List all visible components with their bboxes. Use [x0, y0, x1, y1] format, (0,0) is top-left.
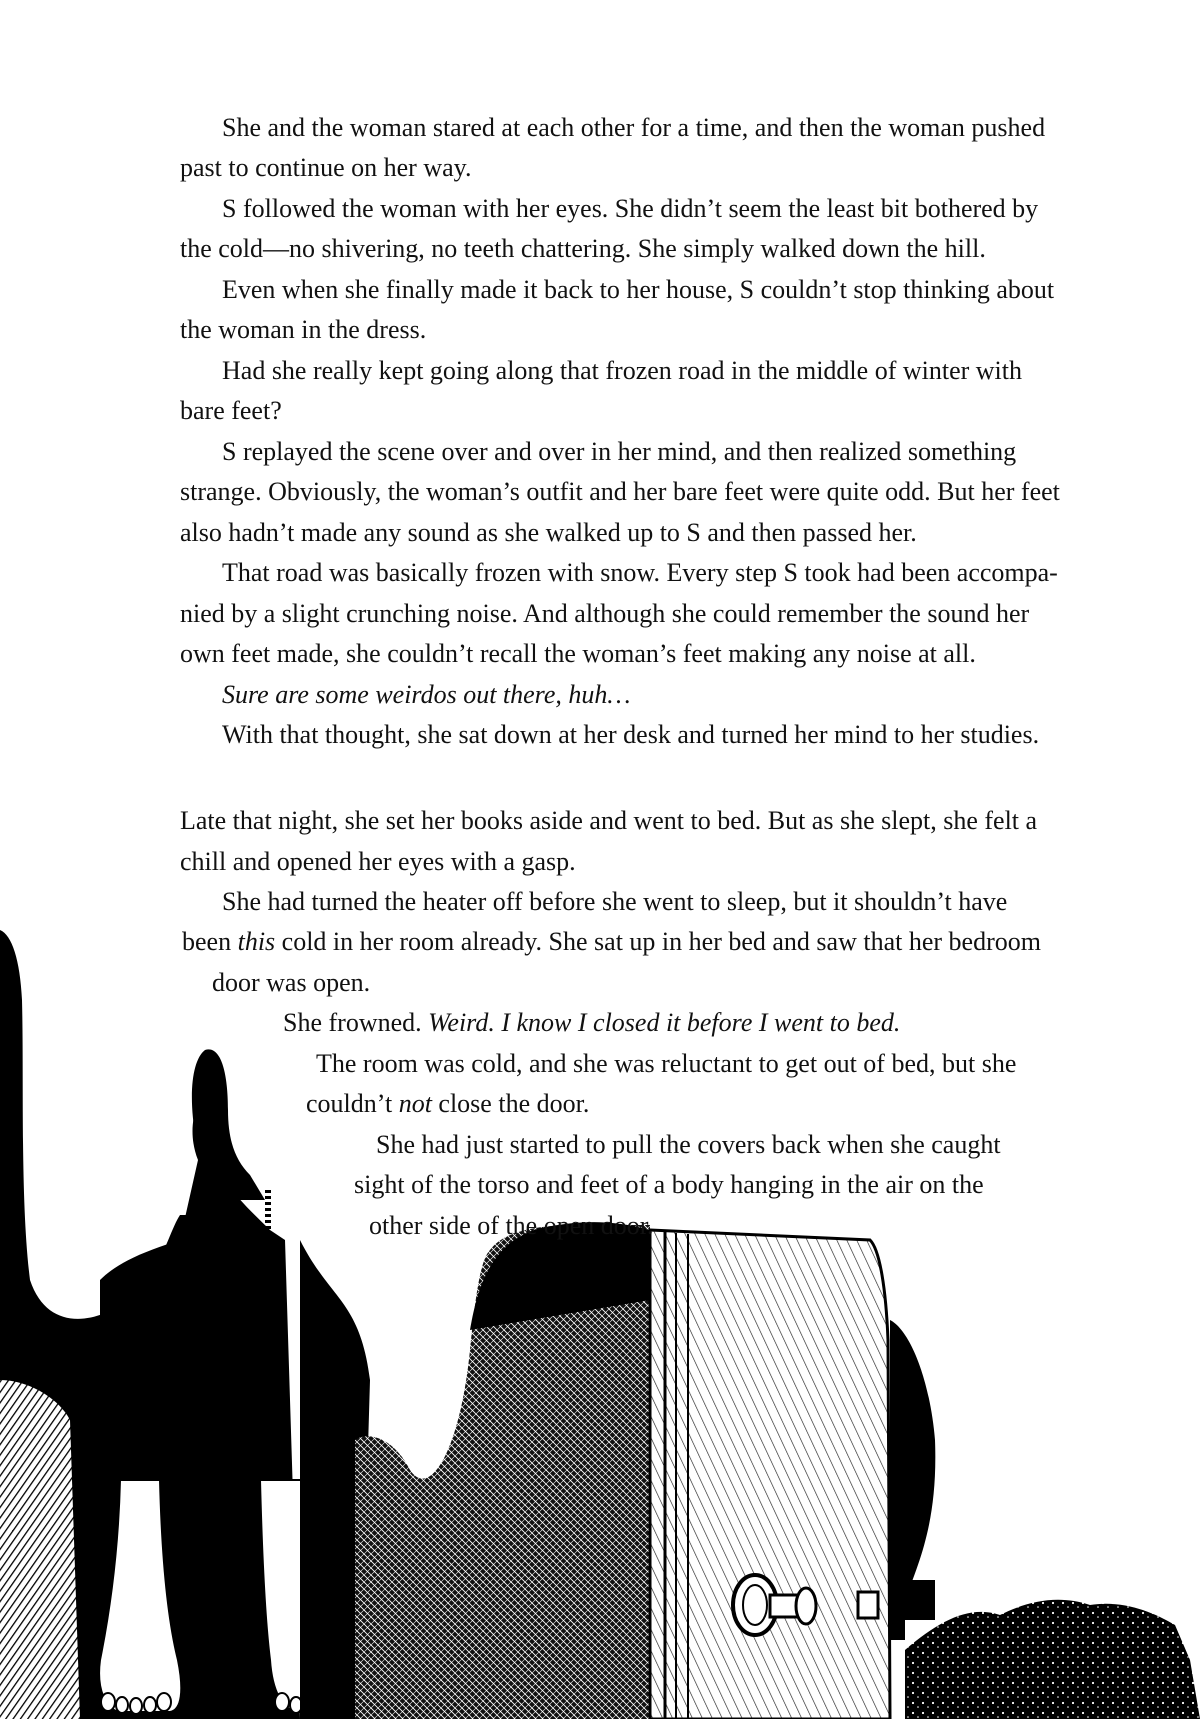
paragraph-line: own feet made, she couldn’t recall the woman’s feet making any noise at all. — [180, 639, 976, 668]
paragraph-line — [283, 1003, 900, 1043]
paragraph-line: She had turned the heater off before she went to sleep, but it shouldn’t have — [222, 887, 1008, 916]
latch-plate — [858, 1592, 878, 1618]
paragraph-line: strange. Obviously, the woman’s outfit and her bare feet were quite odd. But her feet — [180, 477, 1060, 506]
text-run: close the door. — [431, 1089, 590, 1118]
paragraph-line: Even when she finally made it back to her house, S couldn’t stop thinking about — [222, 275, 1055, 304]
hanging-body-top — [192, 1049, 265, 1200]
text-run: couldn’t — [306, 1089, 399, 1118]
paragraph-line: S replayed the scene over and over in her mind, and then realized something — [222, 437, 1017, 466]
paragraph-line: Late that night, she set her books aside and went to bed. But as she slept, she felt a — [180, 806, 1038, 835]
text-run: cold in her room already. She sat up in her bed and saw that her bedroom — [275, 927, 1041, 956]
paragraph-line: nied by a slight crunching noise. And although she could remember the sound her — [180, 599, 1030, 628]
paragraph-line: sight of the torso and feet of a body hanging in the air on the — [354, 1170, 984, 1199]
paragraph-line: She and the woman stared at each other for a time, and then the woman pushed — [222, 113, 1046, 142]
paragraph-line: the cold—no shivering, no teeth chattering. She simply walked down the hill. — [180, 234, 986, 263]
paragraph-line: With that thought, she sat down at her desk and turned her mind to her studies. — [222, 720, 1040, 749]
text-run: She frowned. — [283, 1008, 429, 1037]
paragraph-line — [182, 922, 1041, 962]
emphasis-text: not — [398, 1089, 432, 1118]
italic-thought: Sure are some weirdos out there, huh… — [222, 680, 631, 709]
door-panel — [650, 1230, 890, 1719]
paragraph-line: other side of the open door. — [369, 1211, 654, 1240]
floor-shadow — [905, 1600, 1200, 1719]
paragraph-line: the woman in the dress. — [180, 315, 427, 344]
paragraph-line: past to continue on her way. — [180, 153, 472, 182]
paragraph-line: Had she really kept going along that frozen road in the middle of winter with — [222, 356, 1022, 385]
paragraph-line: also hadn’t made any sound as she walked up to S and then passed her. — [180, 518, 917, 547]
paragraph-line: S followed the woman with her eyes. She didn’t seem the least bit bothered by — [222, 194, 1039, 223]
paragraph-line: That road was basically frozen with snow. Every step S took had been accompa- — [222, 558, 1058, 587]
text-run: been — [182, 927, 238, 956]
paragraph-line: The room was cold, and she was reluctant to get out of bed, but she — [316, 1049, 1017, 1078]
paragraph-line: She had just started to pull the covers back when she caught — [376, 1130, 1001, 1159]
emphasis-text: this — [237, 927, 276, 956]
paragraph-line: chill and opened her eyes with a gasp. — [180, 847, 576, 876]
paragraph-line: bare feet? — [180, 396, 282, 425]
paragraph-line — [306, 1084, 589, 1124]
italic-thought: Weird. I know I closed it before I went to bed. — [428, 1008, 901, 1037]
left-shadow-hatch — [0, 1380, 80, 1719]
paragraph-line: door was open. — [212, 968, 371, 997]
